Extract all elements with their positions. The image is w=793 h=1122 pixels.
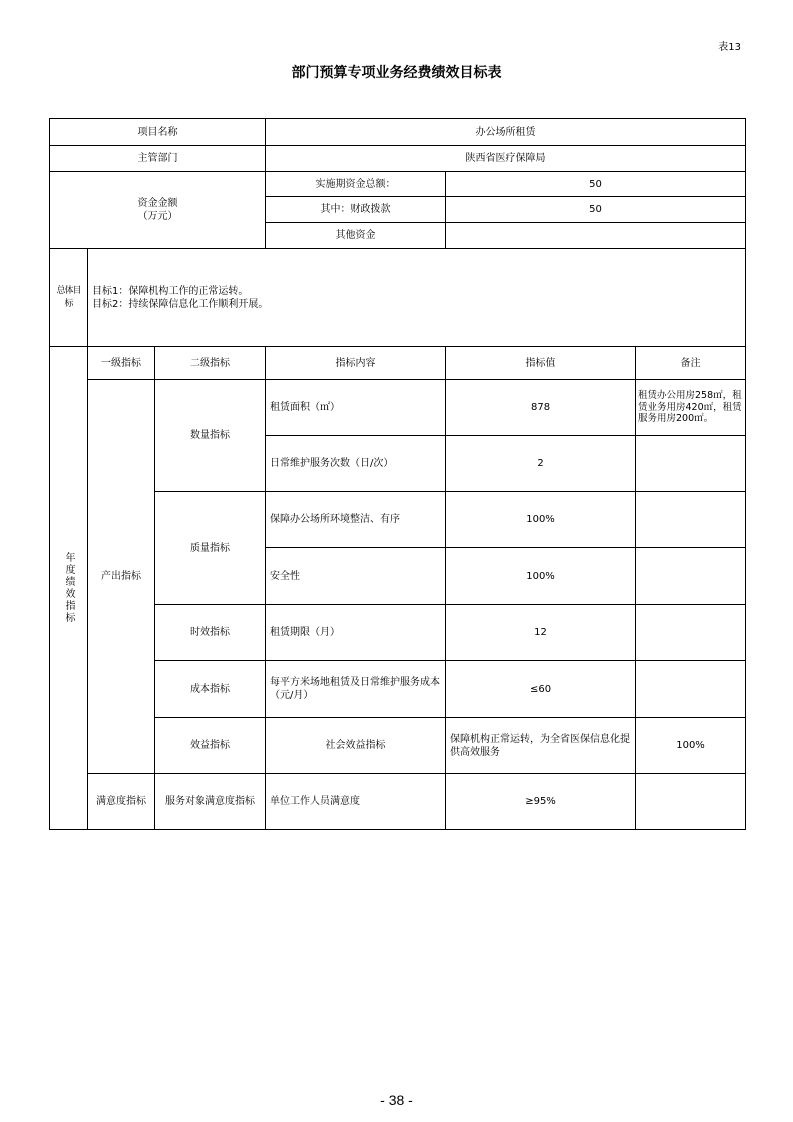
- indicator-content: 保障办公场所环境整洁、有序: [266, 492, 446, 548]
- indicator-content: 每平方米场地租赁及日常维护服务成本（元/月）: [266, 661, 446, 718]
- total-funds-value: 50: [446, 172, 746, 197]
- quality-indicator-label: 质量指标: [155, 492, 266, 605]
- satisfaction-indicator-label: 满意度指标: [88, 774, 155, 830]
- indicator-content: 保障机构正常运转，为全省医保信息化提供高效服务: [446, 718, 636, 774]
- performance-target-table: [49, 118, 746, 830]
- table-row: [50, 718, 746, 774]
- indicator-value: 100%: [446, 492, 636, 548]
- indicator-content: 单位工作人员满意度: [266, 774, 446, 830]
- output-indicator-label: 产出指标: [88, 380, 155, 774]
- service-satisfaction-indicator-label: 服务对象满意度指标: [155, 774, 266, 830]
- funds-label-line1: 资金金额: [137, 198, 178, 209]
- header-remark: 备注: [636, 347, 746, 380]
- annual-indicators-label: [50, 347, 88, 830]
- annual-indicators-text: 年度绩效指标: [63, 552, 74, 624]
- table-row: [50, 492, 746, 548]
- table-number: 表13: [718, 42, 741, 53]
- timeliness-indicator-label: 时效指标: [155, 605, 266, 661]
- table-row: [50, 380, 746, 436]
- department-label: 主管部门: [50, 146, 266, 172]
- overall-goal-content: [88, 249, 746, 347]
- funds-label-line2: （万元）: [137, 211, 178, 222]
- overall-goal-label: 总体目标: [50, 249, 88, 347]
- page-number: - 38 -: [380, 1092, 413, 1108]
- table-row: [50, 774, 746, 830]
- indicator-content: 租赁期限（月）: [266, 605, 446, 661]
- cost-indicator-label: 成本指标: [155, 661, 266, 718]
- header-value: 指标值: [446, 347, 636, 380]
- indicator-value: 100%: [636, 718, 746, 774]
- funds-label: [50, 172, 266, 249]
- indicator-value: 12: [446, 605, 636, 661]
- indicator-value: ≥95%: [446, 774, 636, 830]
- goal-line-2: 目标2：持续保障信息化工作顺利开展。: [92, 298, 269, 310]
- other-funds-label: 其他资金: [266, 223, 446, 249]
- indicator-value: 878: [446, 380, 636, 436]
- project-name-label: 项目名称: [50, 119, 266, 146]
- indicator-remark: [636, 492, 746, 548]
- quantity-indicator-label: 数量指标: [155, 380, 266, 492]
- indicator-content: 日常维护服务次数（日/次）: [266, 436, 446, 492]
- indicator-remark: 租赁办公用房258㎡，租赁业务用房420㎡，租赁服务用房200㎡。: [636, 380, 746, 436]
- header-level2: 二级指标: [155, 347, 266, 380]
- indicator-content: 租赁面积（㎡）: [266, 380, 446, 436]
- fiscal-funds-value: 50: [446, 197, 746, 223]
- header-content: 指标内容: [266, 347, 446, 380]
- benefit-indicator-label: 效益指标: [155, 718, 266, 774]
- other-funds-value: [446, 223, 746, 249]
- department-value: 陕西省医疗保障局: [266, 146, 746, 172]
- total-funds-label: 实施期资金总额：: [266, 172, 446, 197]
- indicator-content: 安全性: [266, 548, 446, 605]
- header-level1: 一级指标: [88, 347, 155, 380]
- document-title: 部门预算专项业务经费绩效目标表: [291, 65, 502, 81]
- goal-line-1: 目标1：保障机构工作的正常运转。: [92, 285, 249, 297]
- fiscal-funds-label: 其中：财政拨款: [266, 197, 446, 223]
- indicator-remark: [636, 436, 746, 492]
- indicator-remark: [636, 774, 746, 830]
- social-benefit-indicator-label: 社会效益指标: [266, 718, 446, 774]
- indicator-value: 100%: [446, 548, 636, 605]
- indicator-value: 2: [446, 436, 636, 492]
- indicator-remark: [636, 661, 746, 718]
- indicator-value: ≤60: [446, 661, 636, 718]
- table-row: [50, 605, 746, 661]
- project-name-value: 办公场所租赁: [266, 119, 746, 146]
- indicator-remark: [636, 548, 746, 605]
- indicator-remark: [636, 605, 746, 661]
- table-row: [50, 661, 746, 718]
